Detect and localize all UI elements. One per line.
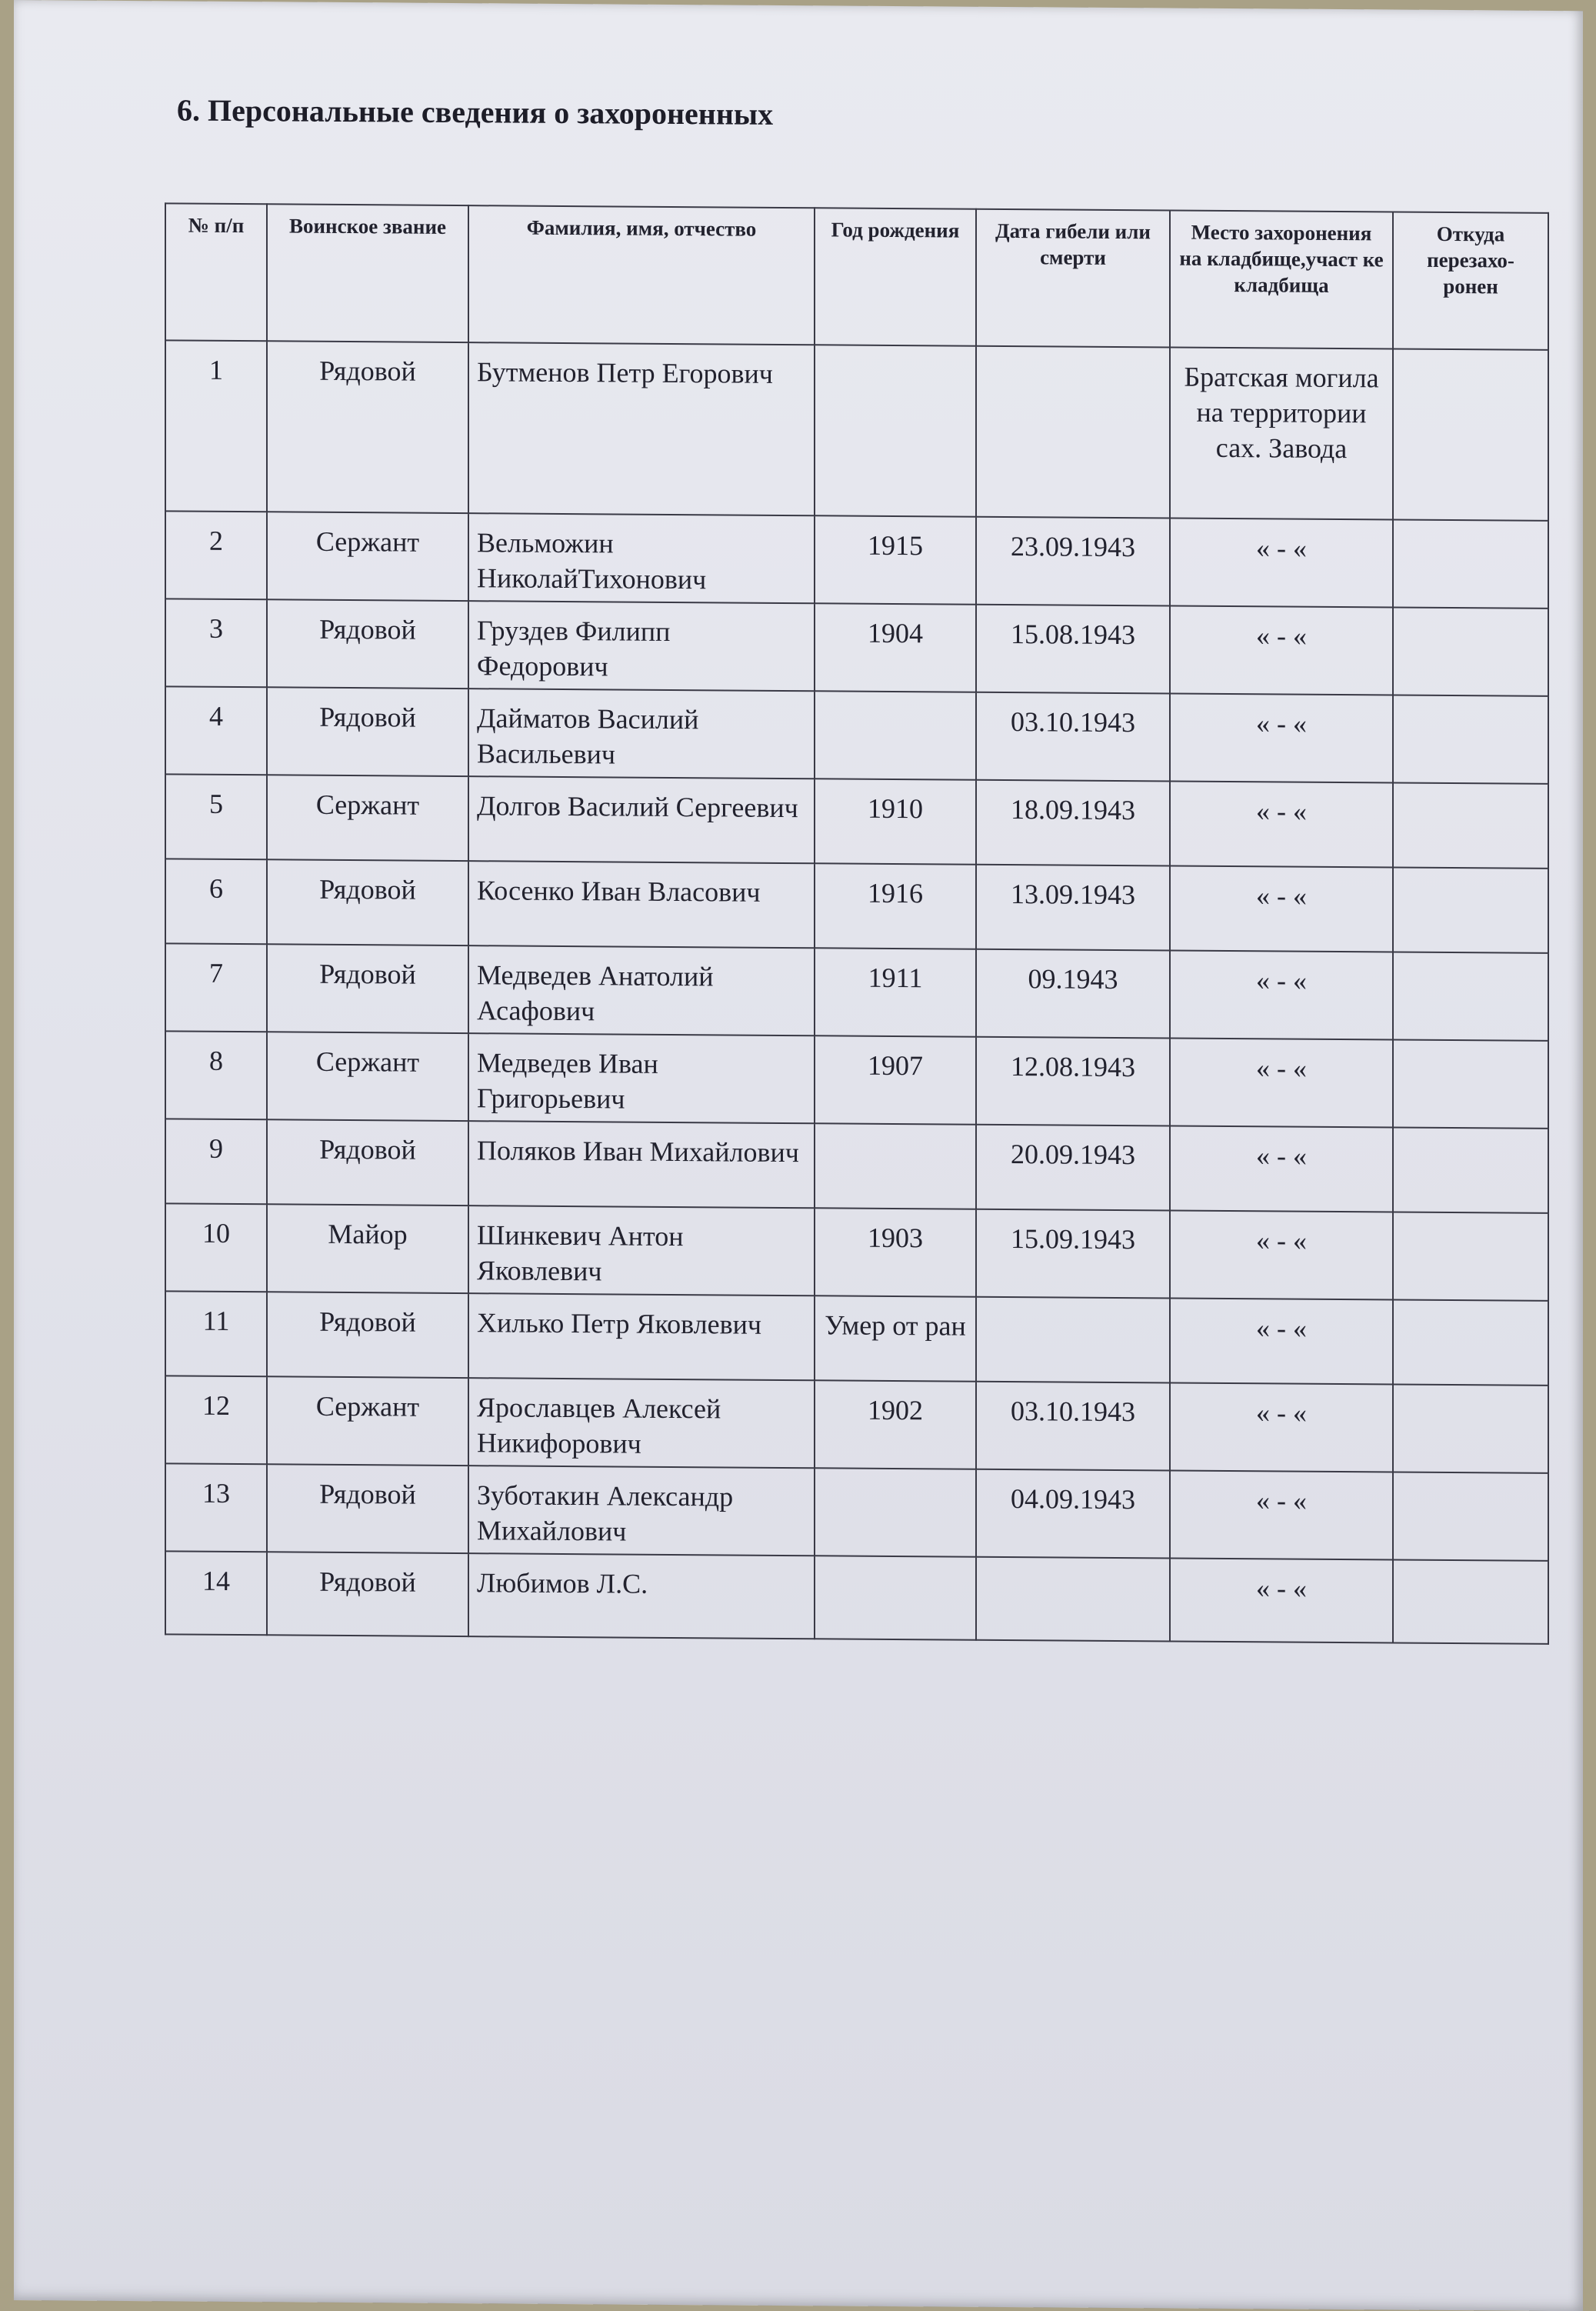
cell-military-rank: Рядовой (267, 944, 468, 1033)
cell-military-rank: Рядовой (267, 1292, 468, 1378)
cell-birth-year: Умер от ран (815, 1296, 976, 1381)
table-row (165, 1291, 1548, 1386)
header-name: Фамилия, имя, отчество (468, 205, 815, 345)
cell-full-name: Дайматов Василий Васильевич (468, 689, 815, 779)
cell-birth-year (815, 1123, 976, 1209)
cell-full-name: Хилько Петр Яковлевич (468, 1293, 815, 1380)
cell-burial-place: « - « (1170, 693, 1393, 782)
cell-military-rank: Рядовой (267, 341, 468, 513)
cell-birth-year: 1904 (815, 603, 976, 692)
table-header-row (165, 203, 1548, 350)
table-row (165, 1119, 1548, 1213)
cell-row-number: 13 (165, 1463, 267, 1552)
cell-military-rank: Сержант (267, 775, 468, 861)
table-row (165, 511, 1548, 609)
cell-full-name: Любимов Л.С. (468, 1553, 815, 1639)
cell-birth-year: 1916 (815, 863, 976, 949)
cell-reburied-from (1393, 349, 1548, 521)
cell-birth-year: 1915 (815, 515, 976, 604)
cell-death-date (976, 1297, 1170, 1383)
cell-row-number: 1 (165, 340, 267, 512)
cell-row-number: 6 (165, 859, 267, 944)
cell-full-name: Бутменов Петр Егорович (468, 342, 815, 515)
cell-military-rank: Рядовой (267, 1119, 468, 1206)
cell-reburied-from (1393, 783, 1548, 869)
cell-burial-place: « - « (1170, 1470, 1393, 1559)
cell-military-rank: Рядовой (267, 859, 468, 945)
table-row (165, 1376, 1548, 1473)
cell-row-number: 14 (165, 1551, 267, 1635)
table-row (165, 686, 1548, 784)
cell-reburied-from (1393, 520, 1548, 609)
cell-reburied-from (1393, 1560, 1548, 1644)
cell-full-name: Шинкевич Антон Яковлевич (468, 1206, 815, 1296)
cell-burial-place: « - « (1170, 1210, 1393, 1299)
cell-reburied-from (1393, 1472, 1548, 1561)
cell-military-rank: Рядовой (267, 599, 468, 689)
cell-military-rank: Сержант (267, 1376, 468, 1466)
cell-military-rank: Рядовой (267, 1464, 468, 1553)
table-row (165, 1203, 1548, 1301)
cell-death-date: 09.1943 (976, 949, 1170, 1039)
cell-row-number: 3 (165, 599, 267, 687)
cell-death-date: 12.08.1943 (976, 1037, 1170, 1126)
cell-death-date: 20.09.1943 (976, 1125, 1170, 1211)
cell-birth-year (815, 691, 976, 779)
cell-row-number: 4 (165, 686, 267, 775)
cell-full-name: Медведев Анатолий Асафович (468, 945, 815, 1035)
cell-burial-place: « - « (1170, 781, 1393, 867)
cell-row-number: 8 (165, 1031, 267, 1119)
cell-birth-year (815, 1556, 976, 1639)
cell-full-name: Поляков Иван Михайлович (468, 1121, 815, 1208)
header-burial-place: Место захоронения на кладбище,участ ке кладбища (1170, 210, 1393, 348)
cell-death-date: 15.09.1943 (976, 1209, 1170, 1299)
table-row (165, 859, 1548, 953)
cell-row-number: 5 (165, 774, 267, 859)
cell-burial-place: « - « (1170, 518, 1393, 607)
cell-full-name: Медведев Иван Григорьевич (468, 1033, 815, 1123)
cell-reburied-from (1393, 1212, 1548, 1301)
cell-birth-year: 1911 (815, 948, 976, 1036)
cell-row-number: 2 (165, 511, 267, 599)
cell-death-date: 23.09.1943 (976, 517, 1170, 606)
cell-burial-place: « - « (1170, 1382, 1393, 1472)
table-row (165, 1551, 1548, 1644)
cell-birth-year (815, 1468, 976, 1556)
cell-reburied-from (1393, 1385, 1548, 1473)
cell-burial-place: « - « (1170, 605, 1393, 695)
table-row (165, 1463, 1548, 1561)
header-reburied-from: Откуда перезахо-ронен (1393, 212, 1548, 350)
table-row (165, 1031, 1548, 1129)
cell-birth-year: 1907 (815, 1035, 976, 1124)
cell-full-name: Косенко Иван Власович (468, 861, 815, 948)
cell-burial-place: « - « (1170, 1125, 1393, 1212)
cell-death-date (976, 346, 1170, 519)
cell-reburied-from (1393, 1128, 1548, 1213)
cell-full-name: Груздев Филипп Федорович (468, 601, 815, 691)
document-page (14, 0, 1583, 2311)
cell-burial-place: « - « (1170, 1298, 1393, 1384)
cell-birth-year (815, 345, 976, 516)
cell-death-date: 18.09.1943 (976, 780, 1170, 866)
cell-military-rank: Рядовой (267, 1552, 468, 1636)
cell-death-date (976, 1557, 1170, 1642)
cell-reburied-from (1393, 868, 1548, 953)
cell-burial-place: « - « (1170, 1558, 1393, 1642)
cell-military-rank: Рядовой (267, 687, 468, 776)
cell-row-number: 9 (165, 1119, 267, 1204)
table-row (165, 774, 1548, 869)
cell-row-number: 11 (165, 1291, 267, 1376)
cell-full-name: Ярославцев Алексей Никифорович (468, 1378, 815, 1468)
cell-row-number: 12 (165, 1376, 267, 1464)
cell-burial-place: « - « (1170, 865, 1393, 952)
cell-full-name: Вельможин НиколайТихонович (468, 513, 815, 603)
cell-death-date: 03.10.1943 (976, 1382, 1170, 1471)
header-num: № п/п (165, 203, 267, 341)
cell-full-name: Зуботакин Александр Михайлович (468, 1466, 815, 1556)
header-birth-year: Год рождения (815, 208, 976, 345)
cell-military-rank: Сержант (267, 1032, 468, 1121)
cell-reburied-from (1393, 952, 1548, 1041)
cell-burial-place: Братская могила на территории сах. Завода (1170, 347, 1393, 519)
cell-death-date: 13.09.1943 (976, 865, 1170, 951)
section-title: 6. Персональные сведения о захороненных (177, 92, 774, 132)
cell-birth-year: 1903 (815, 1208, 976, 1296)
cell-row-number: 10 (165, 1203, 267, 1292)
cell-burial-place: « - « (1170, 950, 1393, 1039)
cell-reburied-from (1393, 608, 1548, 696)
cell-death-date: 15.08.1943 (976, 605, 1170, 694)
cell-military-rank: Сержант (267, 512, 468, 601)
cell-military-rank: Майор (267, 1204, 468, 1293)
cell-birth-year: 1902 (815, 1380, 976, 1469)
table-row (165, 599, 1548, 696)
cell-reburied-from (1393, 1300, 1548, 1386)
cell-full-name: Долгов Василий Сергеевич (468, 776, 815, 863)
table-row (165, 340, 1548, 521)
header-rank: Воинское звание (267, 204, 468, 342)
cell-reburied-from (1393, 695, 1548, 784)
burials-table (165, 202, 1549, 1645)
cell-death-date: 03.10.1943 (976, 692, 1170, 782)
table-row (165, 943, 1548, 1041)
cell-death-date: 04.09.1943 (976, 1469, 1170, 1559)
header-death-date: Дата гибели или смерти (976, 209, 1170, 348)
cell-birth-year: 1910 (815, 779, 976, 864)
cell-reburied-from (1393, 1040, 1548, 1129)
cell-row-number: 7 (165, 943, 267, 1032)
cell-burial-place: « - « (1170, 1038, 1393, 1127)
